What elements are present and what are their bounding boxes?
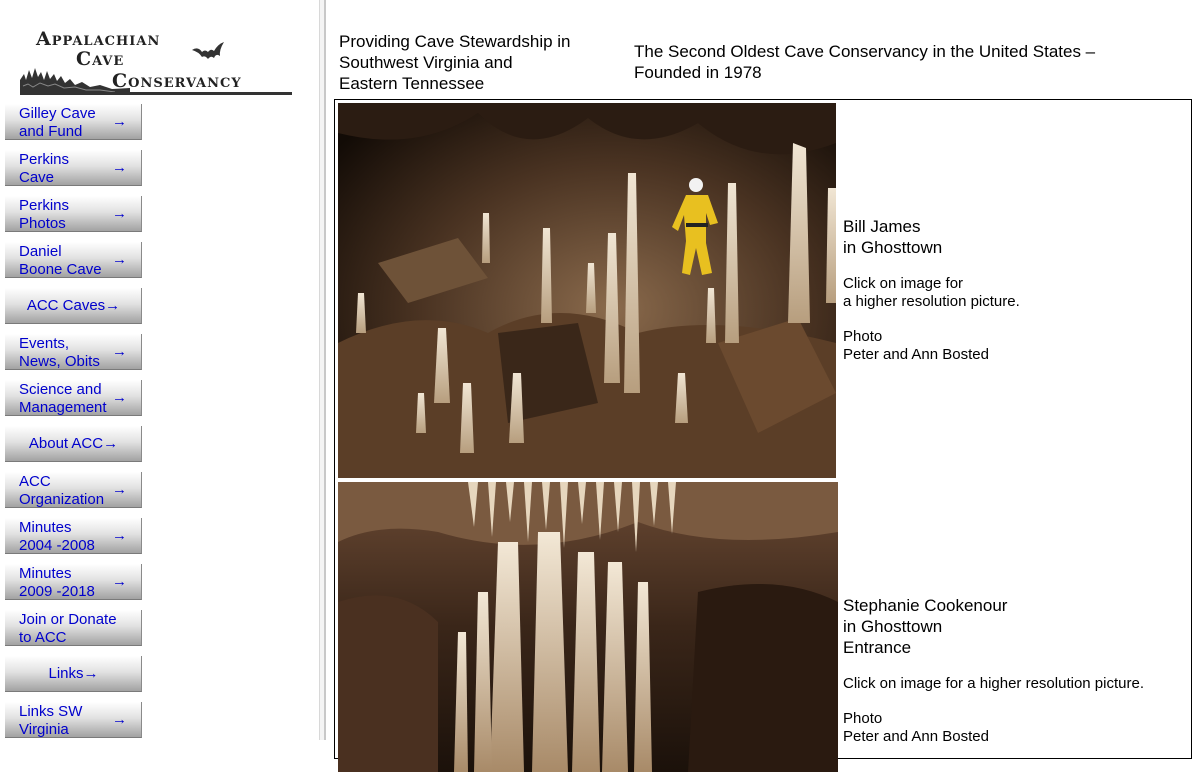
nav-label: Daniel Boone Cave [19,243,102,278]
nav-button-minutes-2004-2008[interactable] [5,518,142,554]
photo-title: Bill James in Ghosttown [843,217,943,257]
photo-table [334,99,1192,759]
nav-label: Links→ [48,665,99,682]
nav-button-science-management[interactable] [5,380,142,416]
arrow-right-icon: → [112,711,127,728]
arrow-right-icon: → [112,343,127,360]
nav-label: Perkins Cave [19,151,70,186]
arrow-right-icon: → [112,573,127,590]
arrow-right-icon: → [112,481,127,498]
bat-icon [192,42,224,64]
arrow-right-icon: → [112,251,127,268]
nav-button-acc-caves[interactable] [5,288,142,324]
nav-label: Join or Donate to ACC [19,611,117,646]
arrow-right-icon: → [112,159,127,176]
frame-splitter[interactable] [319,0,326,740]
nav-label: About ACC→ [28,435,119,452]
main-content-frame [326,0,1200,745]
photo-caption-2 [843,595,1183,746]
site-logo[interactable] [20,28,292,98]
logo-text-appalachian: Appalachian [36,28,161,50]
logo-text-cave: Cave [76,48,125,70]
nav-button-perkins-cave[interactable] [5,150,142,186]
nav-label: Events, News, Obits [19,335,100,370]
nav-label: Minutes 2009 -2018 [19,565,95,600]
photo-credit: Peter and Ann Bosted [843,346,989,363]
cave-photo-image [338,103,836,478]
cave-photo-stephanie-cookenour[interactable] [338,482,838,772]
nav-button-events-news[interactable] [5,334,142,370]
nav-button-gilley-cave[interactable] [5,104,142,140]
click-note: Click on image for a higher resolution picture. [843,675,1144,692]
nav-label: Minutes 2004 -2008 [19,519,95,554]
nav-label: ACC Organization [19,473,105,508]
nav-button-perkins-photos[interactable] [5,196,142,232]
photo-credit: Peter and Ann Bosted [843,728,989,745]
logo-underline [20,92,292,95]
nav-button-acc-organization[interactable] [5,472,142,508]
photo-caption-1 [843,216,1183,364]
arrow-right-icon: → [112,113,127,130]
credit-label: Photo [843,328,883,345]
nav-label: ACC Caves→ [26,297,121,314]
nav-button-daniel-boone-cave[interactable] [5,242,142,278]
nav-label: Links SW Virginia [19,703,83,738]
tagline-stewardship: Providing Cave Stewardship in Southwest Virginia and Eastern Tennessee [339,32,571,93]
left-navigation-frame [0,0,319,740]
nav-button-links[interactable] [5,656,142,692]
arrow-right-icon: → [112,527,127,544]
nav-label: Science and Management [19,381,107,416]
photo-title: Stephanie Cookenour in Ghosttown Entrance [843,596,1008,657]
logo-text-conservancy: Conservancy [112,70,242,92]
cave-photo-bill-james[interactable] [338,103,836,478]
arrow-right-icon: → [112,205,127,222]
nav-button-about-acc[interactable] [5,426,142,462]
nav-label: Gilley Cave and Fund [19,105,96,140]
click-note: Click on image for a higher resolution picture. [843,275,1020,310]
tagline-oldest-conservancy: The Second Oldest Cave Conservancy in the United States – Founded in 1978 [634,42,1096,82]
nav-button-join-donate[interactable] [5,610,142,646]
nav-button-links-sw-virginia[interactable] [5,702,142,738]
cave-photo-image [338,482,838,772]
credit-label: Photo [843,710,883,727]
arrow-right-icon: → [112,389,127,406]
nav-label: Perkins Photos [19,197,70,232]
nav-button-minutes-2009-2018[interactable] [5,564,142,600]
